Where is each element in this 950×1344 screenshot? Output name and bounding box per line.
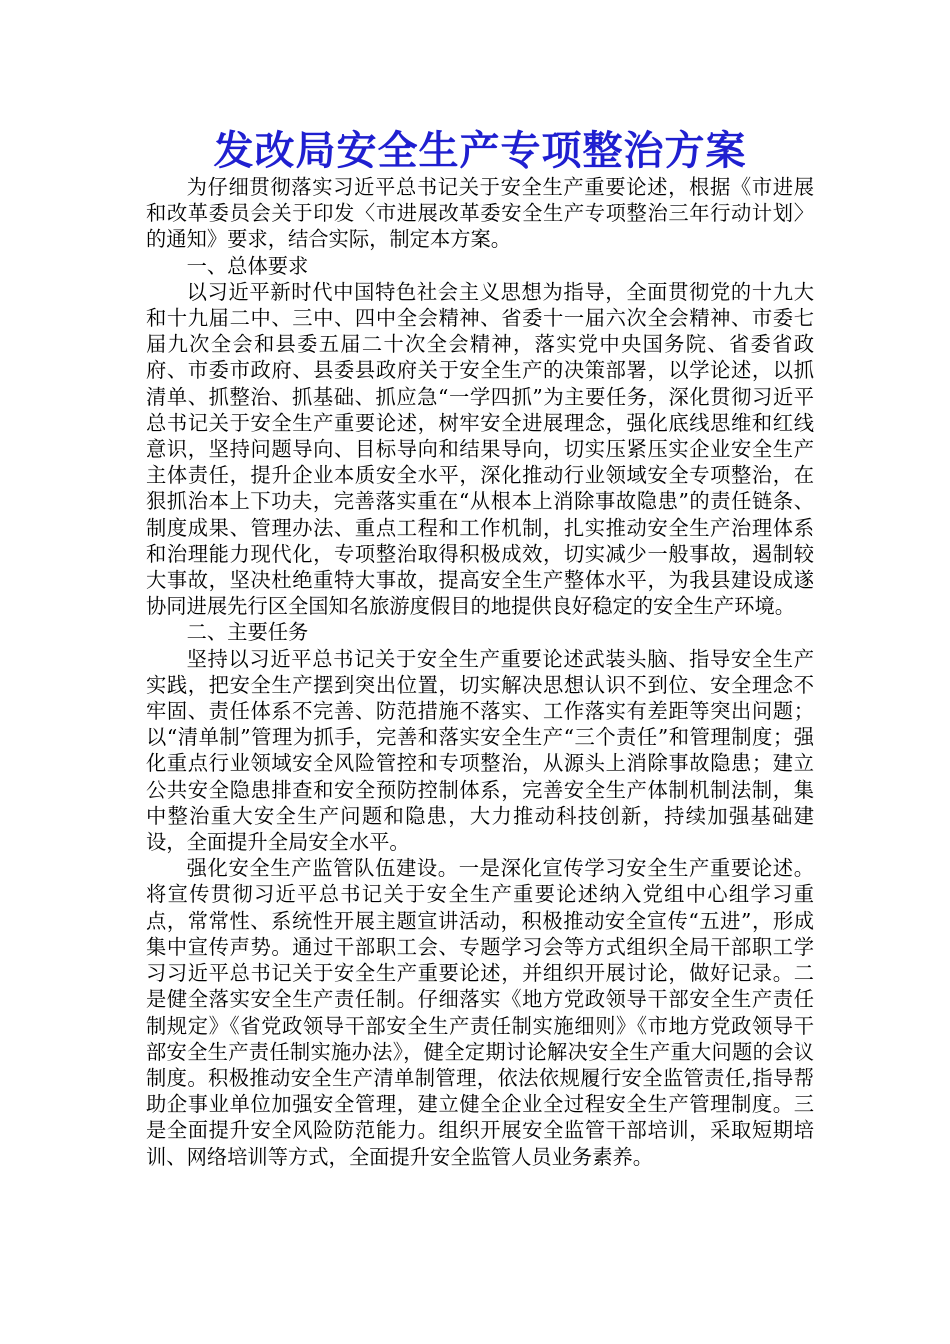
document-title: 发改局安全生产专项整治方案 xyxy=(213,127,747,174)
section-heading-general-requirements: 一、总体要求 xyxy=(186,253,309,278)
document-page xyxy=(146,128,814,1170)
supervision-team-paragraph: 强化安全生产监管队伍建设。一是深化宣传学习安全生产重要论述。将宣传贯彻习近平总书记关于安全生产重要论述纳入党组中心组学习重点，常常性、系统性开展主题宣讲活动，积极推动安全宣传“五进”，形成集中宣传声势。通过干部职工会、专题学习会等方式组织全局干部职工学习习近平总书记关于安全生产重要论述，并组织开展讨论，做好记录。二是健全落实安全生产责任制。仔细落实《地方党政领导干部安全生产责任制规定》《省党政领导干部安全生产责任制实施细则》《市地方党政领导干部安全生产责任制实施办法》，健全定期讨论解决安全生产重大问题的会议制度。积极推动安全生产清单制管理，依法依规履行安全监管责任,指导帮助企事业单位加强安全管理，建立健全企业全过程安全生产管理制度。三是全面提升安全风险防范能力。组织开展安全监管干部培训，采取短期培训、网络培训等方式，全面提升安全监管人员业务素养。 xyxy=(146,856,814,1169)
general-requirements-paragraph: 以习近平新时代中国特色社会主义思想为指导，全面贯彻党的十九大和十九届二中、三中、四中全会精神、省委十一届六次全会精神、市委七届九次全会和县委五届二十次全会精神，落实党中央国务院、省委省政府、市委市政府、县委县政府关于安全生产的决策部署，以学论述，以抓清单、抓整治、抓基础、抓应急“一学四抓”为主要任务，深化贯彻习近平总书记关于安全生产重要论述，树牢安全进展理念，强化底线思维和红线意识，坚持问题导向、目标导向和结果导向，切实压紧压实企业安全生产主体责任，提升企业本质安全水平，深化推动行业领域安全专项整治，在狠抓治本上下功夫，完善落实重在“从根本上消除事故隐患”的责任链条、制度成果、管理办法、重点工程和工作机制，扎实推动安全生产治理体系和治理能力现代化，专项整治取得积极成效，切实减少一般事故，遏制较大事故，坚决杜绝重特大事故，提高安全生产整体水平，为我县建设成遂协同进展先行区全国知名旅游度假目的地提供良好稳定的安全生产环境。 xyxy=(146,279,814,619)
intro-paragraph: 为仔细贯彻落实习近平总书记关于安全生产重要论述，根据《市进展和改革委员会关于印发〈市进展改革委安全生产专项整治三年行动计划〉的通知》要求，结合实际，制定本方案。 xyxy=(146,175,814,252)
main-tasks-paragraph: 坚持以习近平总书记关于安全生产重要论述武装头脑、指导安全生产实践，把安全生产摆到突出位置，切实解决思想认识不到位、安全理念不牢固、责任体系不完善、防范措施不落实、工作落实有差距等突出问题；以“清单制”管理为抓手，完善和落实安全生产“三个责任”和管理制度；强化重点行业领域安全风险管控和专项整治，从源头上消除事故隐患；建立公共安全隐患排查和安全预防控制体系，完善安全生产体制机制法制，集中整治重大安全生产问题和隐患，大力推动科技创新，持续加强基础建设，全面提升全局安全水平。 xyxy=(146,646,814,855)
section-heading-main-tasks: 二、主要任务 xyxy=(186,620,309,645)
